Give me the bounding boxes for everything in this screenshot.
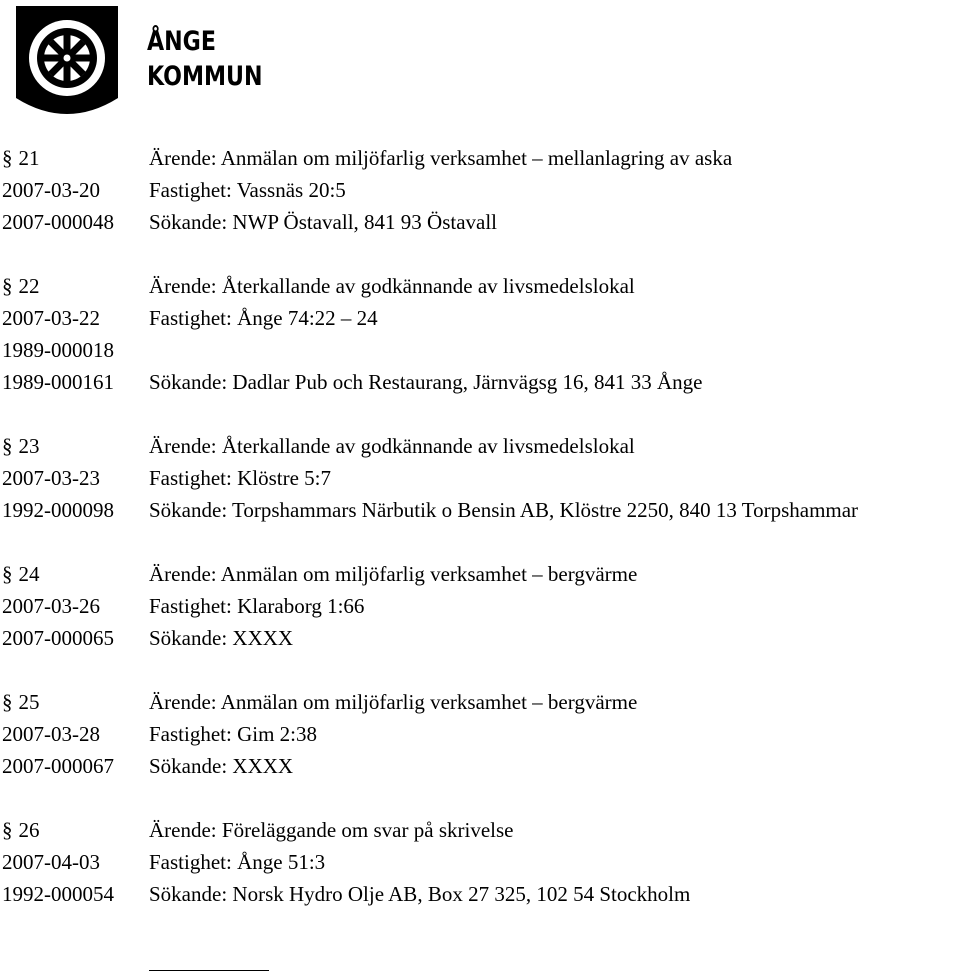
case-date: 2007-04-03 — [2, 850, 100, 874]
case-entry — [0, 142, 960, 238]
case-entry — [0, 814, 960, 910]
document-header — [0, 0, 960, 130]
case-id: 1992-000098 — [2, 498, 114, 522]
ange-kommun-wheel-logo-icon — [12, 2, 122, 124]
case-property: Fastighet: Klöstre 5:7 — [149, 466, 331, 490]
case-date: 2007-03-22 — [2, 306, 100, 330]
case-number: 26 — [18, 818, 40, 842]
case-subject: Ärende: Anmälan om miljöfarlig verksamhet – bergvärme — [149, 690, 638, 714]
case-list — [0, 142, 960, 910]
case-applicant: Sökande: XXXX — [149, 626, 294, 650]
case-applicant: Sökande: XXXX — [149, 754, 294, 778]
case-property: Fastighet: Vassnäs 20:5 — [149, 178, 346, 202]
case-date: 2007-03-20 — [2, 178, 100, 202]
case-number: 25 — [18, 690, 40, 714]
case-number: 24 — [18, 562, 40, 586]
case-id: 2007-000065 — [2, 626, 114, 650]
section-sign: § — [2, 562, 13, 586]
case-property: Fastighet: Gim 2:38 — [149, 722, 317, 746]
section-sign: § — [2, 690, 13, 714]
case-entry — [0, 558, 960, 654]
section-sign: § — [2, 274, 13, 298]
case-id: 2007-000067 — [2, 754, 114, 778]
case-number: 23 — [18, 434, 40, 458]
footer-divider — [149, 970, 269, 971]
case-property: Fastighet: Ånge 74:22 – 24 — [149, 306, 378, 330]
case-subject: Ärende: Anmälan om miljöfarlig verksamhet – mellanlagring av aska — [149, 146, 733, 170]
case-entry — [0, 270, 960, 398]
case-date: 2007-03-26 — [2, 594, 100, 618]
case-entry — [0, 430, 960, 526]
section-sign: § — [2, 818, 13, 842]
case-date: 2007-03-28 — [2, 722, 100, 746]
case-entry — [0, 686, 960, 782]
case-number: 22 — [18, 274, 40, 298]
case-id: 1989-000018 — [2, 338, 114, 362]
case-property: Fastighet: Klaraborg 1:66 — [149, 594, 365, 618]
case-number: 21 — [18, 146, 40, 170]
section-sign: § — [2, 434, 13, 458]
case-id: 1989-000161 — [2, 370, 114, 394]
case-applicant: Sökande: Norsk Hydro Olje AB, Box 27 325, 102 54 Stockholm — [149, 882, 691, 906]
municipality-name — [147, 24, 263, 94]
case-applicant: Sökande: Torpshammars Närbutik o Bensin AB, Klöstre 2250, 840 13 Torpshammar — [149, 498, 859, 522]
case-id: 2007-000048 — [2, 210, 114, 234]
case-applicant: Sökande: Dadlar Pub och Restaurang, Järnvägsg 16, 841 33 Ånge — [149, 370, 703, 394]
case-subject: Ärende: Återkallande av godkännande av livsmedelslokal — [149, 274, 635, 298]
section-sign: § — [2, 146, 13, 170]
logo-line-2: KOMMUN — [147, 61, 263, 92]
logo-line-1: ÅNGE — [147, 26, 216, 57]
case-subject: Ärende: Återkallande av godkännande av livsmedelslokal — [149, 434, 635, 458]
case-property: Fastighet: Ånge 51:3 — [149, 850, 326, 874]
case-id: 1992-000054 — [2, 882, 114, 906]
case-date: 2007-03-23 — [2, 466, 100, 490]
case-applicant: Sökande: NWP Östavall, 841 93 Östavall — [149, 210, 498, 234]
case-subject: Ärende: Anmälan om miljöfarlig verksamhet – bergvärme — [149, 562, 638, 586]
case-subject: Ärende: Föreläggande om svar på skrivelse — [149, 818, 514, 842]
